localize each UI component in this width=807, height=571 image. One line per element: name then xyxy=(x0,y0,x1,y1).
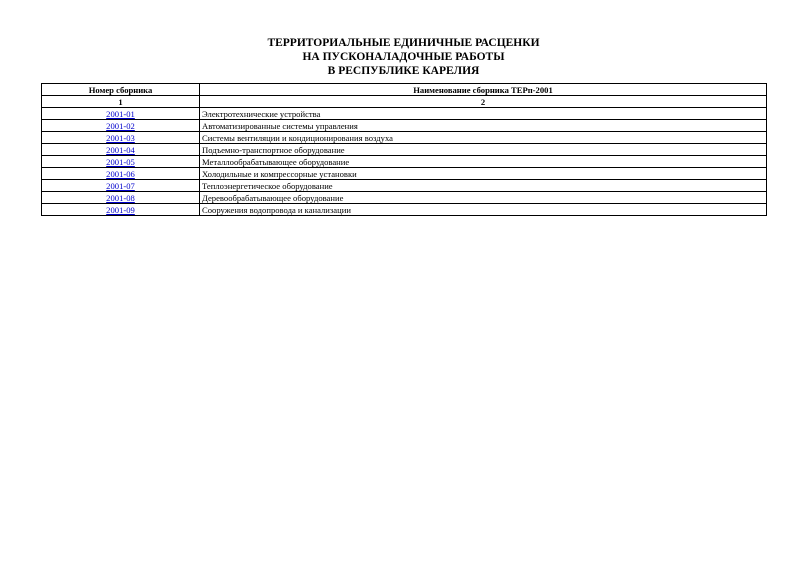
collection-number-cell xyxy=(42,168,200,180)
collection-link-2001-01[interactable]: 2001-01 xyxy=(106,108,135,119)
table-header-row xyxy=(42,84,767,96)
collection-name-cell: Теплоэнергетическое оборудование xyxy=(200,180,767,192)
collection-link-2001-07[interactable]: 2001-07 xyxy=(106,180,135,191)
header-collection-name: Наименование сборника ТЕРп-2001 xyxy=(200,84,767,96)
title-line-3: В РЕСПУБЛИКЕ КАРЕЛИЯ xyxy=(327,65,480,77)
collection-name-cell: Системы вентиляции и кондиционирования воздуха xyxy=(200,132,767,144)
collection-name-cell: Металлообрабатывающее оборудование xyxy=(200,156,767,168)
collection-number-cell xyxy=(42,108,200,120)
collection-number-cell xyxy=(42,180,200,192)
collection-name-cell: Электротехнические устройства xyxy=(200,108,767,120)
table-row xyxy=(42,192,767,204)
header-collection-number: Номер сборника xyxy=(42,84,200,96)
collection-link-2001-05[interactable]: 2001-05 xyxy=(106,156,135,167)
table-row xyxy=(42,156,767,168)
table-row xyxy=(42,120,767,132)
title-line-1: ТЕРРИТОРИАЛЬНЫЕ ЕДИНИЧНЫЕ РАСЦЕНКИ xyxy=(267,37,540,49)
table-row xyxy=(42,108,767,120)
collection-number-cell xyxy=(42,144,200,156)
table-row xyxy=(42,180,767,192)
collection-number-cell xyxy=(42,120,200,132)
collection-name-cell: Холодильные и компрессорные установки xyxy=(200,168,767,180)
collection-number-cell xyxy=(42,192,200,204)
collection-link-2001-03[interactable]: 2001-03 xyxy=(106,132,135,143)
collection-name-cell: Подъемно-транспортное оборудование xyxy=(200,144,767,156)
table-row xyxy=(42,204,767,216)
table-row xyxy=(42,144,767,156)
table-row xyxy=(42,168,767,180)
collection-link-2001-06[interactable]: 2001-06 xyxy=(106,168,135,179)
collection-link-2001-04[interactable]: 2001-04 xyxy=(106,144,135,155)
collection-link-2001-09[interactable]: 2001-09 xyxy=(106,204,135,215)
collection-name-cell: Сооружения водопровода и канализации xyxy=(200,204,767,216)
collection-link-2001-08[interactable]: 2001-08 xyxy=(106,192,135,203)
document-title xyxy=(0,36,807,78)
collection-number-cell xyxy=(42,156,200,168)
column-index-row xyxy=(42,96,767,108)
collection-number-cell xyxy=(42,204,200,216)
title-line-2: НА ПУСКОНАЛАДОЧНЫЕ РАБОТЫ xyxy=(302,51,505,63)
collection-name-cell: Автоматизированные системы управления xyxy=(200,120,767,132)
collection-number-cell xyxy=(42,132,200,144)
column-index-1: 1 xyxy=(42,96,200,108)
collection-name-cell: Деревообрабатывающее оборудование xyxy=(200,192,767,204)
table-row xyxy=(42,132,767,144)
collection-link-2001-02[interactable]: 2001-02 xyxy=(106,120,135,131)
collections-table xyxy=(41,83,767,216)
column-index-2: 2 xyxy=(200,96,767,108)
